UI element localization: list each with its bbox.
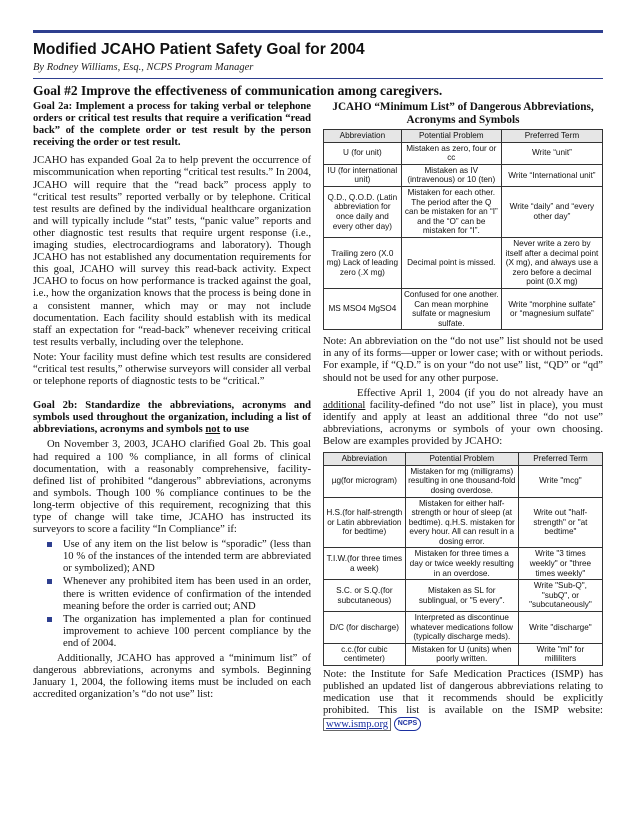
goal2b-heading-end: to use (220, 424, 249, 436)
list-item (51, 539, 311, 575)
article-title: Modified JCAHO Patient Safety Goal for 2004 (33, 41, 365, 58)
table-cell: c.c.(for cubic centimeter) (324, 643, 406, 665)
list-item-text: Use of any item on the list below is “sporadic” (less than 10 % of the instances of the intended term are abbreviated or symbolized); AND (63, 539, 311, 575)
table-row (324, 288, 603, 329)
table-row (324, 465, 603, 497)
table-header-cell: Abbreviation (324, 130, 402, 143)
table-cell: Write "discharge" (518, 612, 602, 644)
table-row (324, 497, 603, 548)
ismp-note (323, 669, 603, 731)
table-cell: Write out "half-strength" or "at bedtime" (518, 497, 602, 548)
list-item (51, 576, 311, 612)
minimum-list-paragraph: Additionally, JCAHO has approved a “minimum list” of dangerous abbreviations, acronyms and symbols. Beginning January 1, 2004, the following items must be included on each accredited organization’s “do not use” list: (33, 653, 311, 701)
do-not-use-note: Note: An abbreviation on the “do not use” list should not be used in any of its forms—upper or lower case; with or without periods. For example, if “Q.D.” is on your “do not use” list, “QD” or “qd” should not be used for any other purpose. (323, 336, 603, 384)
table-cell: U (for unit) (324, 142, 402, 164)
effective-text-a: Effective April 1, 2004 (if you do not already have an (357, 387, 603, 399)
table-cell: Write “unit” (501, 142, 602, 164)
top-rule (33, 30, 603, 33)
table-cell: MS MSO4 MgSO4 (324, 288, 402, 329)
left-column (33, 101, 311, 704)
table-row (324, 142, 603, 164)
table-header-cell: Preferred Term (501, 130, 602, 143)
compliance-list (33, 539, 311, 650)
goal-heading: Goal #2 Improve the effectiveness of communication among caregivers. (33, 83, 443, 98)
goal2b-heading (33, 400, 311, 436)
goal2b-heading-not: not (205, 424, 221, 436)
goal2a-heading: Goal 2a: Implement a process for taking verbal or telephone orders or critical test results that require a verification “read back” of the complete order or test result by the person receiving the order or test result. (33, 101, 311, 149)
table-cell: Mistaken for either half-strength or hour of sleep (at bedtime). q.H.S. mistaken for every hour. All can result in a dosing error. (405, 497, 518, 548)
table-row (324, 643, 603, 665)
table-cell: Mistaken for mg (milligrams) resulting in one thousand-fold dosing overdose. (405, 465, 518, 497)
goal2b-paragraph: On November 3, 2003, JCAHO clarified Goal 2b. This goal had required a 100 % compliance, in all forms of clinical documentation, with a reasonably comprehensive, facility-defined list of prohibited “dangerous” abbreviations, acronyms and symbols. Though 100 % compliance continues to be the long-term objective of this requirement, recognizing that this type of change will take time, JCAHO has instructed its surveyors to score a facility “In Compliance” if: (33, 439, 311, 536)
table-cell: µg(for microgram) (324, 465, 406, 497)
ismp-link[interactable]: www.ismp.org (323, 718, 391, 731)
table-cell: Never write a zero by itself after a decimal point (X mg), and always use a zero before a decimal point (0.X mg) (501, 237, 602, 288)
table-row (324, 186, 603, 237)
goal2a-note: Note: Your facility must define which test results are considered “critical test results,” otherwise surveyors will consider all verbal or telephone reports of diagnostic tests to be “critical.” (33, 351, 311, 388)
table-cell: H.S.(for half-strength or Latin abbreviation for bedtime) (324, 497, 406, 548)
table-header-row (324, 130, 603, 143)
table-cell: Q.D., Q.O.D. (Latin abbreviation for once daily and every other day) (324, 186, 402, 237)
effective-text-additional: additional (323, 399, 366, 411)
square-bullet-icon (47, 617, 52, 622)
table-cell: Mistaken as zero, four or cc (401, 142, 501, 164)
table-cell: Write “International unit” (501, 164, 602, 186)
table-cell: Write “morphine sulfate” or “magnesium sulfate” (501, 288, 602, 329)
table-cell: T.I.W.(for three times a week) (324, 548, 406, 580)
table-header-cell: Potential Problem (405, 453, 518, 466)
goal2a-paragraph: JCAHO has expanded Goal 2a to help prevent the occurrence of miscommunication when reporting “critical test results.” In 2004, JCAHO will require that the “read back” process apply to “critical test results” reported verbally or by telephone. Critical test results are defined by the individual healthcare organization and will typically include “stat” tests, “panic value” reports and other diagnostic test results that require urgent response (i.e., imaging studies, electrocardiograms and laboratory). Though JCAHO has not established any documentation requirements for this goal, JCAHO will survey this read-back activity. Expect JCAHO to focus on how performance is tracked against the goal, i.e., how the organization knows that the process is being done in a consistent manner, which may or may not include documentation. Each facility should establish with its medical staff an expectation for “read-back” whenever receiving critical test results verbally, including over the telephone. (33, 155, 312, 348)
table-row (324, 580, 603, 612)
table-cell: Mistaken for three times a day or twice weekly resulting in an overdose. (405, 548, 518, 580)
table-row (324, 164, 603, 186)
table-cell: Trailing zero (X.0 mg) Lack of leading zero (.X mg) (324, 237, 402, 288)
list-item (51, 614, 311, 650)
table-cell: Mistaken as IV (intravenous) or 10 (ten) (401, 164, 501, 186)
table-cell: IU (for international unit) (324, 164, 402, 186)
table-cell: Interpreted as discontinue whatever medications follow (typically discharge meds). (405, 612, 518, 644)
table-cell: Write "ml" for milliliters (518, 643, 602, 665)
table-cell: Write “daily” and “every other day” (501, 186, 602, 237)
table1-title: JCAHO “Minimum List” of Dangerous Abbreviations, Acronyms and Symbols (332, 101, 594, 126)
square-bullet-icon (47, 579, 52, 584)
table-cell: S.C. or S.Q.(for subcutaneous) (324, 580, 406, 612)
goal2b-heading-text: Goal 2b: Standardize the abbreviations, acronyms and symbols used throughout the organization, including a list of abbreviations, acronyms and symbols (33, 400, 311, 436)
table-cell: Decimal point is missed. (401, 237, 501, 288)
table-header-cell: Abbreviation (324, 453, 406, 466)
table-row (324, 237, 603, 288)
table-row (324, 548, 603, 580)
table-cell: Mistaken for U (units) when poorly written. (405, 643, 518, 665)
table-cell: Mistaken as SL for sublingual, or "5 every". (405, 580, 518, 612)
ncps-badge: NCPS (394, 717, 421, 731)
table-header-row (324, 453, 603, 466)
table-cell: Confused for one another. Can mean morphine sulfate or magnesium sulfate. (401, 288, 501, 329)
table-cell: Write "mcg" (518, 465, 602, 497)
list-item-text: The organization has implemented a plan for continued improvement to achieve 100 percent compliance by the end of 2004. (63, 613, 311, 649)
table-cell: D/C (for discharge) (324, 612, 406, 644)
title-divider (33, 78, 603, 79)
table-cell: Write "Sub-Q", "subQ", or "subcutaneously" (518, 580, 602, 612)
effective-paragraph (323, 388, 603, 448)
table-cell: Mistaken for each other. The period after the Q can be mistaken for an “I” and the “O” can be mistaken for “I”. (401, 186, 501, 237)
table-cell: Write "3 times weekly" or "three times weekly" (518, 548, 602, 580)
ismp-note-text: Note: the Institute for Safe Medication Practices (ISMP) has published an updated list of dangerous abbreviations relating to medication use that it recommends should be explicitly prohibited. This list is available on the ISMP website: (323, 669, 603, 717)
table-header-cell: Potential Problem (401, 130, 501, 143)
right-column (323, 101, 603, 734)
page (33, 30, 603, 730)
square-bullet-icon (47, 542, 52, 547)
list-item-text: Whenever any prohibited item has been used in an order, there is written evidence of confirmation of the intended meaning before the order is carried out; AND (63, 576, 311, 612)
table-header-cell: Preferred Term (518, 453, 602, 466)
effective-text-b: facility-defined “do not use” list in place), you must identify and apply at least an additional three “do not use” abbreviations, acronyms or symbols of your own choosing. Below are examples provided by JCAHO: (323, 399, 603, 448)
table-row (324, 612, 603, 644)
examples-table (323, 452, 603, 666)
minimum-list-table (323, 129, 603, 330)
byline: By Rodney Williams, Esq., NCPS Program Manager (33, 62, 254, 73)
